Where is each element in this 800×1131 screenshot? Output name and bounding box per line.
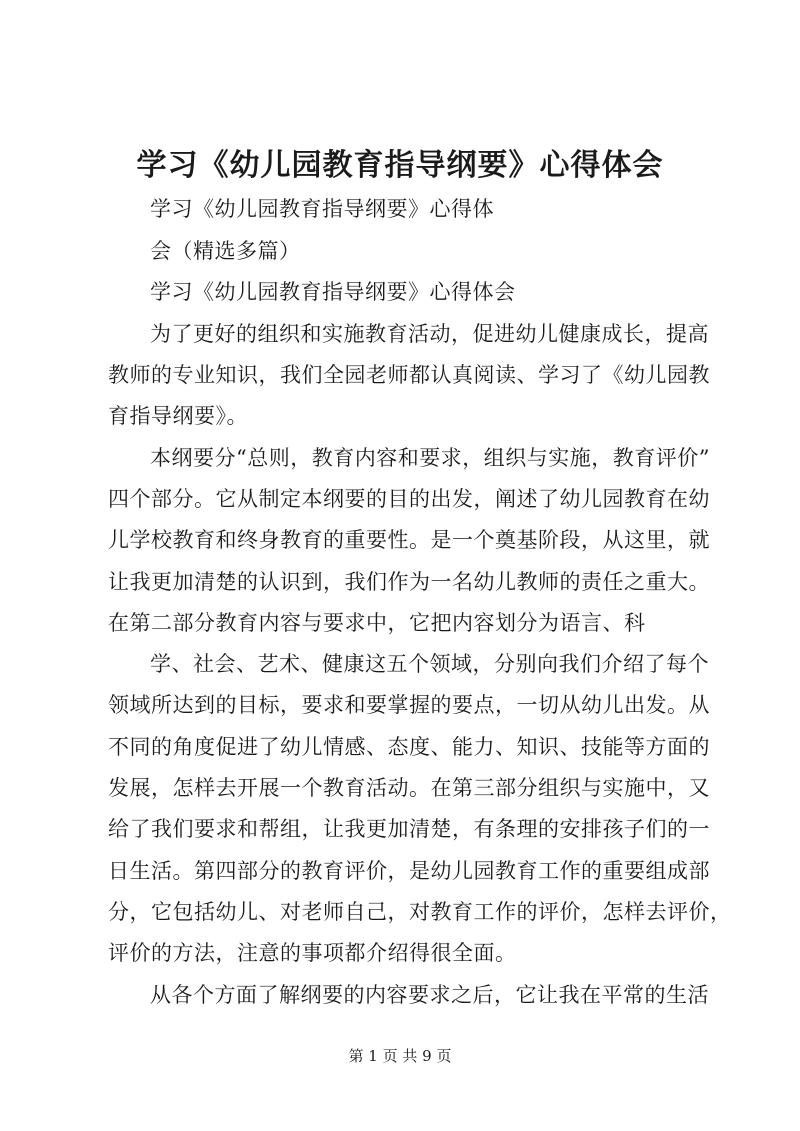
subtitle-line-1: 学习《幼儿园教育指导纲要》心得体	[150, 197, 494, 221]
paragraph-line: 给了我们要求和帮组，让我更加清楚，有条理的安排孩子们的一	[108, 817, 710, 841]
paragraph-line: 让我更加清楚的认识到，我们作为一名幼儿教师的责任之重大。	[108, 570, 710, 594]
paragraph-line: 育指导纲要》。	[108, 404, 248, 428]
subtitle-line-2: 会（精选多篇）	[150, 239, 301, 263]
paragraph-line: 本纲要分“总则，教育内容和要求，组织与实施，教育评价”	[150, 446, 710, 470]
paragraph-line: 从各个方面了解纲要的内容要求之后，它让我在平常的生活	[150, 983, 709, 1007]
paragraph-line: 不同的角度促进了幼儿情感、态度、能力、知识、技能等方面的	[108, 735, 710, 759]
document-title: 学习《幼儿园教育指导纲要》心得体会	[136, 148, 664, 183]
paragraph-line: 日生活。第四部分的教育评价，是幼儿园教育工作的重要组成部	[108, 859, 710, 883]
paragraph-line: 评价的方法，注意的事项都介绍得很全面。	[108, 941, 517, 965]
paragraph-line: 分，它包括幼儿、对老师自己，对教育工作的评价，怎样去评价，	[108, 900, 732, 924]
paragraph-line: 为了更好的组织和实施教育活动，促进幼儿健康成长，提高	[150, 322, 709, 346]
paragraph-line: 教师的专业知识，我们全园老师都认真阅读、学习了《幼儿园教	[108, 363, 710, 387]
paragraph-line: 发展，怎样去开展一个教育活动。在第三部分组织与实施中，又	[108, 776, 710, 800]
paragraph-line: 学、社会、艺术、健康这五个领域，分别向我们介绍了每个	[150, 652, 709, 676]
section-heading: 学习《幼儿园教育指导纲要》心得体会	[150, 280, 516, 304]
paragraph-line: 领域所达到的目标，要求和要掌握的要点，一切从幼儿出发。从	[108, 693, 710, 717]
paragraph-line: 在第二部分教育内容与要求中，它把内容划分为语言、科	[108, 611, 646, 635]
paragraph-line: 四个部分。它从制定本纲要的目的出发，阐述了幼儿园教育在幼	[108, 487, 710, 511]
page-number-footer: 第 1 页 共 9 页	[348, 1047, 452, 1065]
paragraph-line: 儿学校教育和终身教育的重要性。是一个奠基阶段，从这里，就	[108, 528, 710, 552]
